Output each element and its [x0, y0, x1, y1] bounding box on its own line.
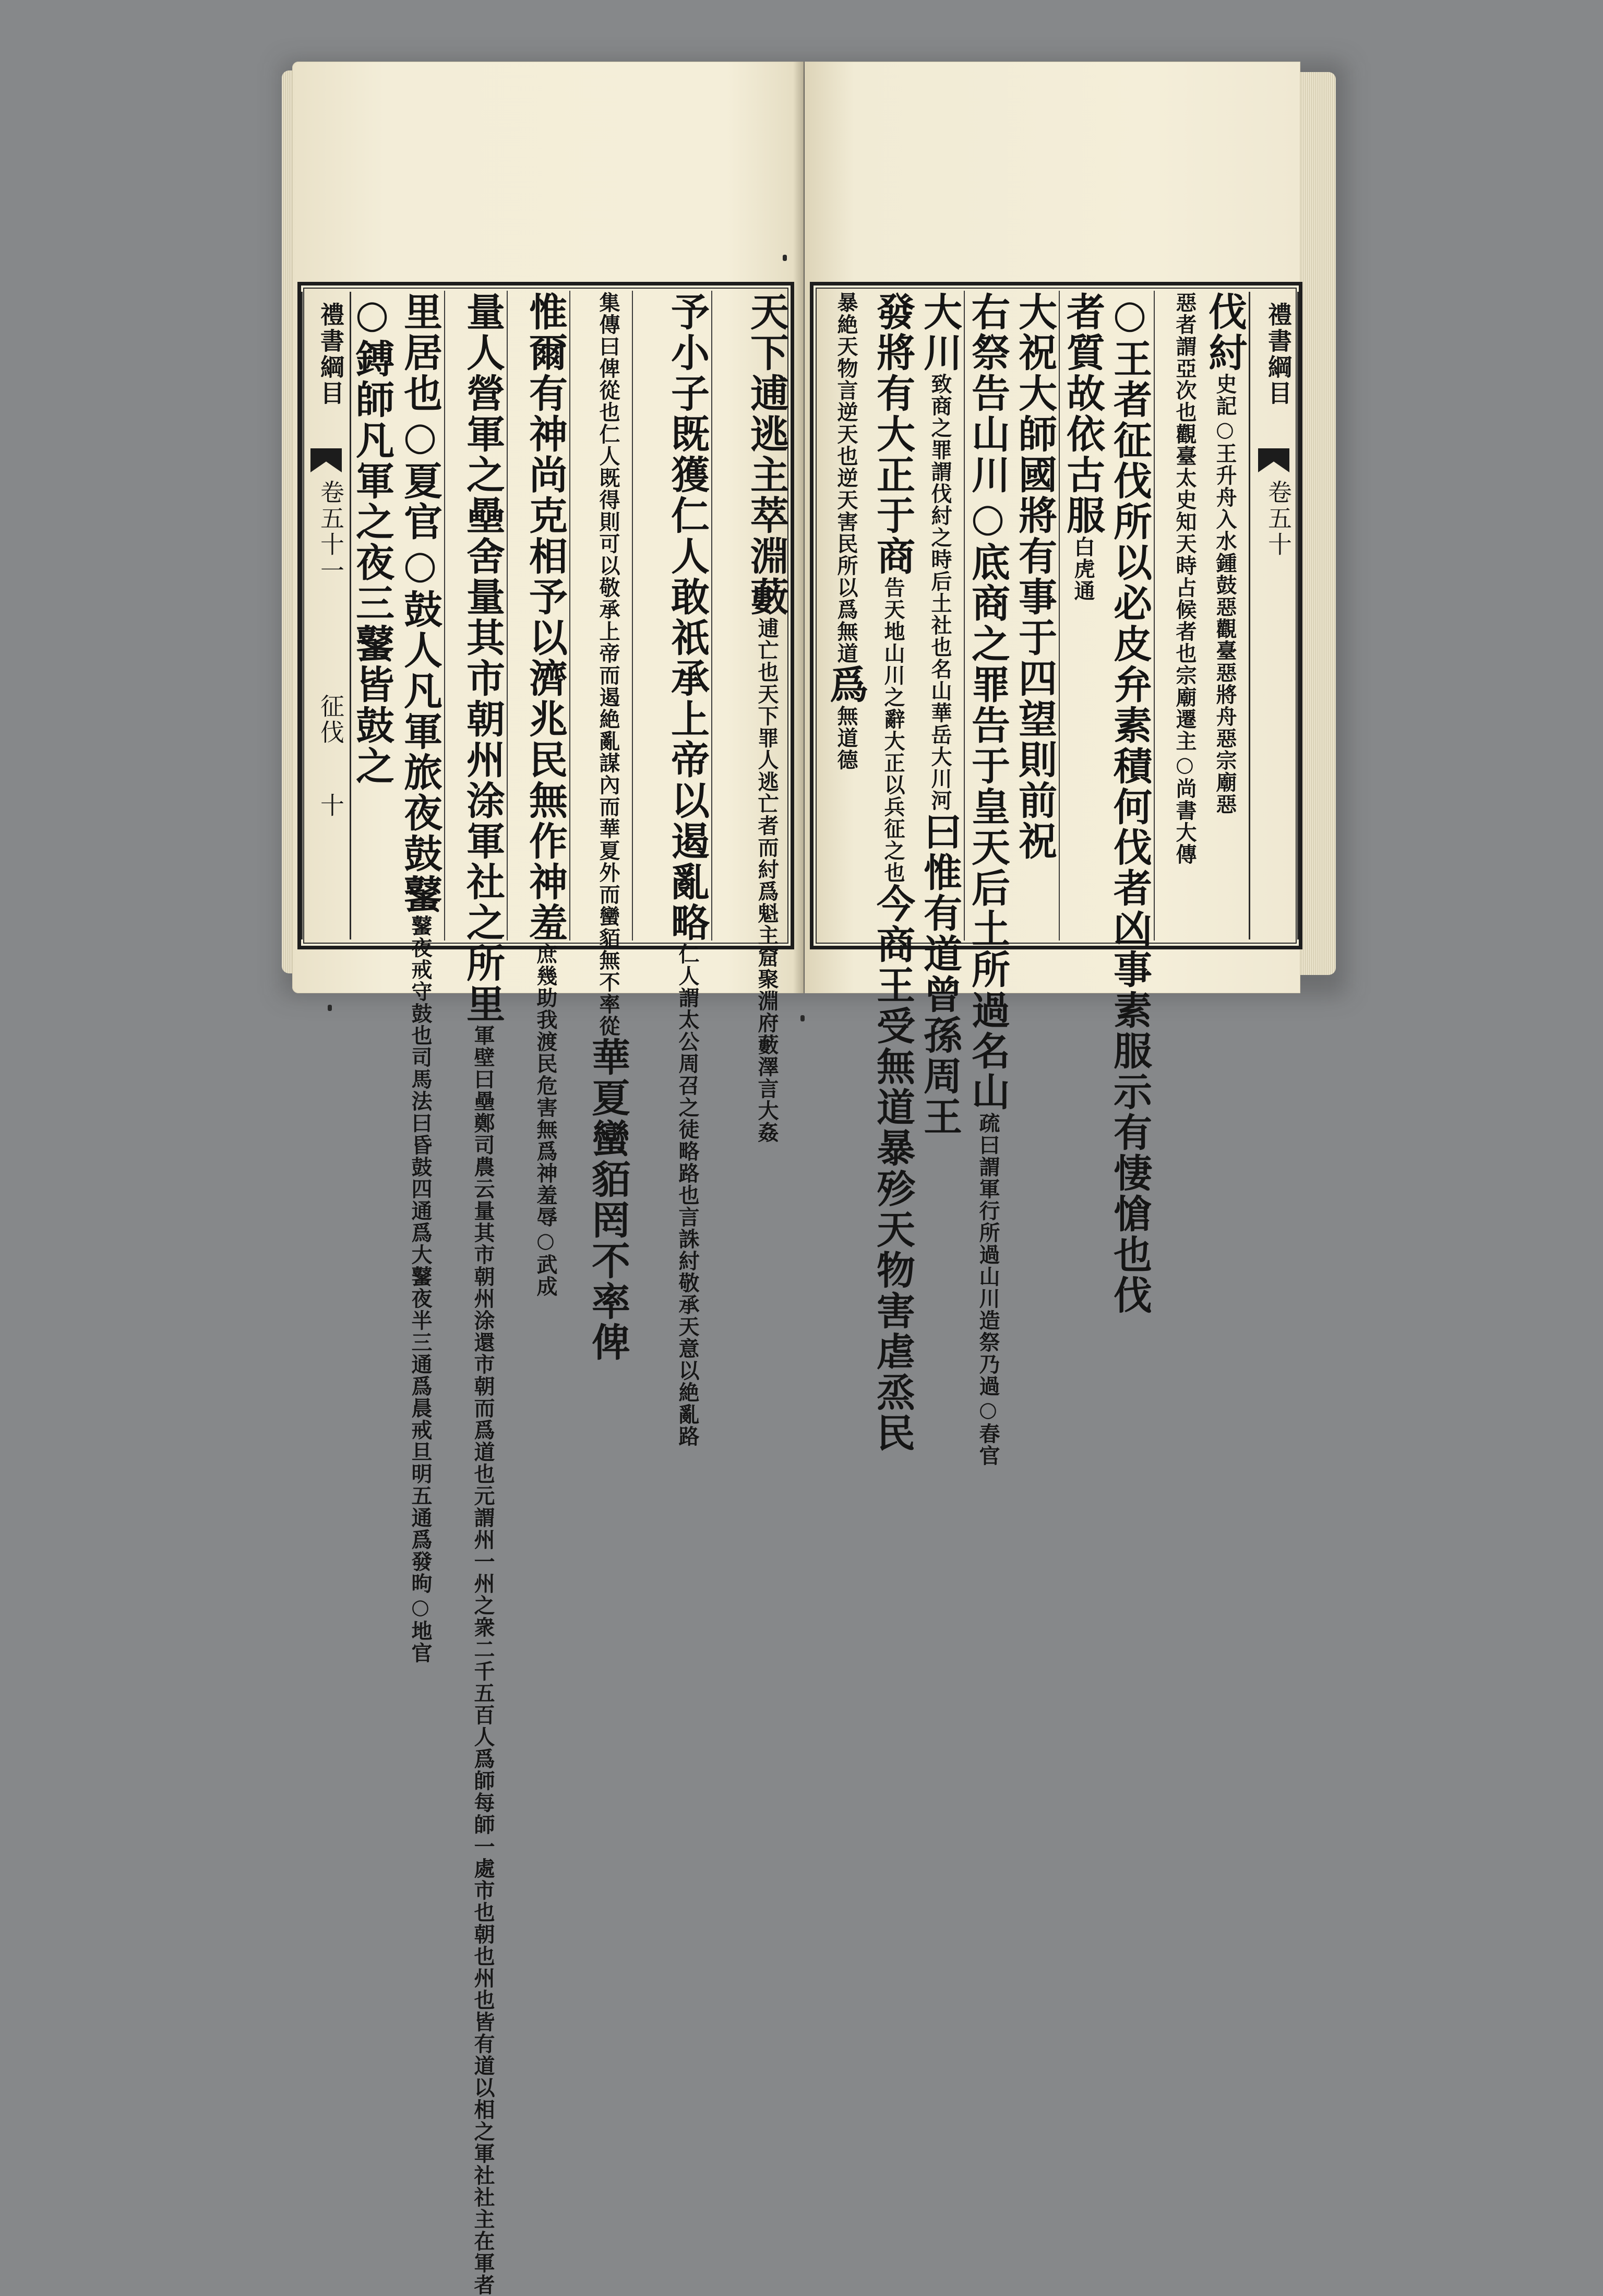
left-col-5	[445, 292, 507, 2296]
commentary-text: 無道德	[834, 705, 858, 771]
commentary-text: 白虎通	[1071, 536, 1095, 602]
commentary-text: 逋亡也天下罪人逃亡者而紂爲魁主窟聚淵府藪澤言大姦	[755, 617, 779, 1144]
right-col-8	[870, 292, 917, 1454]
right-page-edges	[1299, 72, 1336, 975]
paper-speck	[800, 1015, 805, 1021]
main-text: 予小子既獲仁人敢祇承上帝以遏亂略	[665, 292, 710, 943]
main-text: ○王者征伐所以必皮弁素積何伐者凶事素服示有悽愴也伐	[1107, 292, 1152, 1316]
commentary-text: 告天地山川之辭大正以兵征之也	[881, 577, 905, 884]
right-col-9	[823, 292, 870, 939]
right-col-3	[1107, 292, 1154, 1316]
commentary-text: 仁人謂太公周召之徒略路也言誅紂敬承天意以絶亂路	[675, 943, 700, 1447]
main-text: 大祝大師國將有事于四望則前祝	[1012, 292, 1057, 862]
main-text: 爲	[823, 664, 868, 705]
right-col-6	[965, 292, 1012, 1467]
folio-number: 十	[317, 793, 345, 819]
main-text: 伐紂	[1202, 292, 1247, 373]
right-col-1	[1197, 292, 1249, 939]
left-text-frame	[297, 282, 794, 2296]
main-text: 天下逋逃主萃淵藪	[744, 292, 789, 617]
right-margin-strip	[1249, 292, 1299, 939]
left-col-7	[351, 292, 396, 939]
main-text: ○鎛師凡軍之夜三鼜皆鼓之	[350, 292, 394, 787]
commentary-text: 庶幾助我渡民危害無爲神羞辱○武成	[533, 943, 558, 1298]
column-rule	[964, 291, 965, 941]
commentary-text: 致商之罪謂伐紂之時后土社也名山華岳大川河	[928, 373, 952, 812]
left-col-3	[570, 292, 632, 1363]
volume-label: 卷五十一	[317, 480, 345, 584]
main-text: 曰惟有道曾孫周王	[917, 812, 962, 1137]
section-label: 征伐	[317, 694, 345, 746]
fish-tail-mark	[310, 448, 342, 472]
column-rule	[632, 291, 633, 941]
main-text: 者質故依古服	[1060, 292, 1105, 536]
right-col-2	[1155, 292, 1197, 939]
column-rule	[1059, 291, 1060, 941]
left-col-4	[508, 292, 569, 1298]
commentary-text: 史記○王升舟入水鍾鼓惡觀臺惡將舟惡宗廟惡	[1213, 373, 1237, 815]
main-text: 惟爾有神尚克相予以濟兆民無作神羞	[523, 292, 568, 943]
commentary-text: 暴絶天物言逆天也逆天害民所以爲無道	[834, 292, 858, 664]
main-text: 發將有大正于商	[870, 292, 915, 577]
left-col-2	[633, 292, 711, 1447]
book-title-label: 禮書綱目	[317, 302, 345, 407]
main-text: 右祭告山川○底商之罪告于皇天后土所過名山	[965, 292, 1010, 1112]
main-text: 里居也○夏官○鼓人凡軍旅夜鼓鼜	[398, 292, 442, 915]
column-rule	[1154, 291, 1155, 941]
main-text: 華夏蠻貊罔不率俾	[585, 1037, 630, 1363]
commentary-text: 疏曰謂軍行所過山川造祭乃過○春官	[976, 1112, 1000, 1467]
paper-speck	[328, 1005, 332, 1011]
commentary-text: 鼜夜戒守鼓也司馬法曰昏鼓四通爲大鼜夜半三通爲晨戒旦明五通爲發昫○地官	[408, 915, 433, 1664]
right-text-frame	[810, 282, 1302, 1467]
column-rule	[444, 291, 445, 941]
left-col-1	[712, 292, 791, 1144]
main-text: 量人營軍之壘舍量其市朝州涂軍社之所里	[460, 292, 505, 1025]
commentary-text: 集傳曰俾從也仁人既得則可以敬承上帝而遏絶亂謀內而華夏外而蠻貊無不率從	[596, 292, 620, 1037]
book-title-label: 禮書綱目	[1264, 302, 1293, 407]
column-rule	[569, 291, 570, 941]
paper-speck	[783, 255, 787, 261]
left-col-6	[396, 292, 444, 1664]
left-margin-strip	[301, 292, 351, 939]
right-col-4	[1060, 292, 1107, 939]
fish-tail-mark	[1258, 448, 1289, 472]
volume-label: 卷五十	[1264, 480, 1293, 558]
main-text: 大川	[917, 292, 962, 373]
main-text: 今商王受無道暴殄天物害虐烝民	[870, 884, 915, 1454]
right-col-5	[1012, 292, 1059, 939]
column-rule	[711, 291, 712, 941]
commentary-text: 軍壁曰壘鄭司農云量其市朝州涂還市朝而爲道也元謂州一州之衆二千五百人爲師每師一處市也朝也州也皆有道以相之軍社社主在軍者	[471, 1025, 495, 2296]
column-rule	[507, 291, 508, 941]
right-col-7	[917, 292, 964, 1137]
commentary-text: 惡者謂亞次也觀臺太史知天時占候者也宗廟遷主○尚書大傳	[1173, 292, 1197, 865]
